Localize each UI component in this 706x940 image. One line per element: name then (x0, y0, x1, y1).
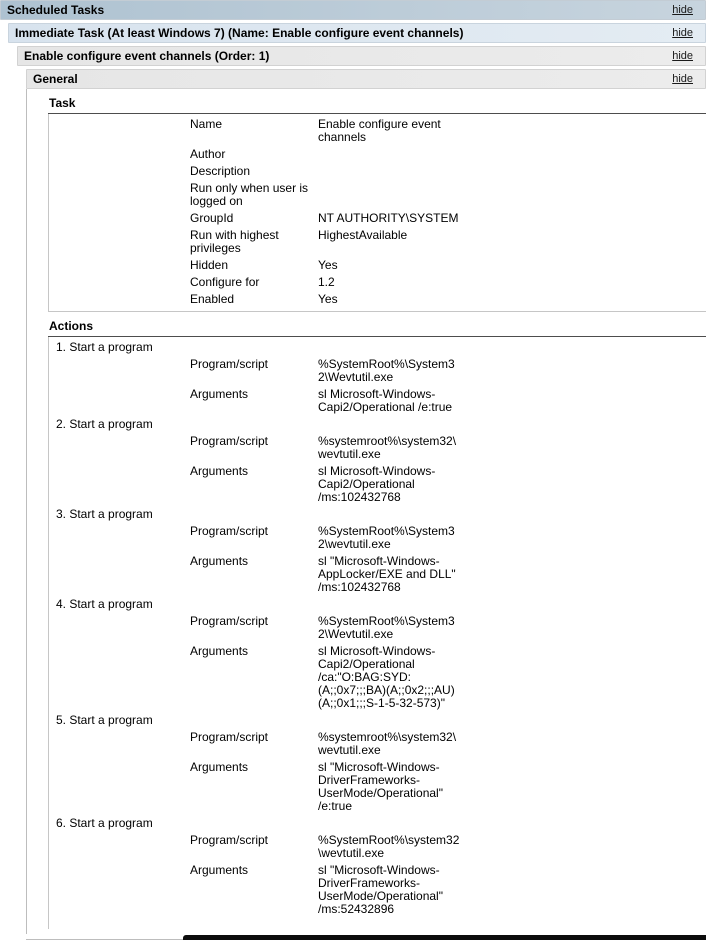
task-order-section (17, 46, 706, 934)
table-row (49, 862, 706, 918)
property-value: sl Microsoft-Windows-Capi2/Operational /ms:102432768 (318, 464, 436, 504)
table-row (49, 180, 706, 210)
table-row (49, 163, 706, 180)
section-header-label: Enable configure event channels (Order: 1) (24, 49, 270, 63)
action-item-4 (49, 596, 706, 712)
property-value: %SystemRoot%\System32\wevtutil.exe (318, 524, 455, 551)
general-content (26, 89, 706, 934)
property-label: Hidden (190, 258, 229, 272)
section-header-label: Scheduled Tasks (7, 3, 105, 17)
property-label: Author (190, 147, 226, 161)
property-label: Program/script (190, 357, 269, 371)
hide-link-immediate-task[interactable]: hide (672, 27, 693, 39)
actions-subsection-title: Actions (48, 318, 706, 337)
redaction-mark-bottom (183, 935, 706, 940)
property-value (318, 148, 460, 161)
task-properties-table (48, 114, 706, 312)
property-label: Run with highest privileges (190, 228, 279, 255)
table-row (49, 227, 706, 257)
table-row (49, 210, 706, 227)
property-value: HighestAvailable (318, 228, 408, 242)
property-label: Arguments (190, 387, 249, 401)
table-row (49, 291, 706, 308)
property-value: %SystemRoot%\System32\Wevtutil.exe (318, 614, 455, 641)
property-value: %SystemRoot%\System32\Wevtutil.exe (318, 357, 455, 384)
section-header-immediate-task (8, 23, 706, 43)
section-header-scheduled-tasks (0, 0, 706, 20)
action-title: 6. Start a program (56, 816, 153, 830)
table-row (49, 832, 706, 862)
property-value: sl Microsoft-Windows-Capi2/Operational /ca:"O:BAG:SYD:(A;;0x7;;;BA)(A;;0x2;;;AU)(A;;0x1;;;S-1-5-32-573)" (318, 644, 455, 710)
table-row (49, 613, 706, 643)
property-label: Configure for (190, 275, 260, 289)
property-value (318, 165, 460, 178)
section-header-label: Immediate Task (At least Windows 7) (Name: Enable configure event channels) (15, 26, 464, 40)
property-label: Arguments (190, 554, 249, 568)
action-title: 3. Start a program (56, 507, 153, 521)
property-label: Arguments (190, 863, 249, 877)
table-row (49, 386, 706, 416)
action-item-2 (49, 416, 706, 506)
section-header-label: General (33, 72, 78, 86)
action-title: 5. Start a program (56, 713, 153, 727)
property-label: Description (190, 164, 251, 178)
property-label: Enabled (190, 292, 235, 306)
action-item-5 (49, 712, 706, 815)
property-value: Yes (318, 292, 338, 306)
task-subsection-title: Task (48, 95, 706, 114)
property-value: %systemroot%\system32\wevtutil.exe (318, 434, 457, 461)
table-row (49, 257, 706, 274)
property-value: Enable configure event channels (318, 117, 441, 144)
property-label: GroupId (190, 211, 234, 225)
action-title: 1. Start a program (56, 340, 153, 354)
table-row (49, 433, 706, 463)
table-row (49, 643, 706, 712)
action-item-3 (49, 506, 706, 596)
immediate-task-section (8, 23, 706, 934)
table-row (49, 553, 706, 596)
property-value: NT AUTHORITY\SYSTEM (318, 211, 459, 225)
section-header-task-order (17, 46, 706, 66)
table-row (49, 356, 706, 386)
property-value: sl "Microsoft-Windows-AppLocker/EXE and DLL" /ms:102432768 (318, 554, 456, 594)
general-section (26, 69, 706, 934)
property-label: Program/script (190, 833, 269, 847)
hide-link-scheduled-tasks[interactable]: hide (672, 4, 693, 16)
table-row (49, 116, 706, 146)
hide-link-general[interactable]: hide (672, 73, 693, 85)
action-title: 2. Start a program (56, 417, 153, 431)
table-row (49, 729, 706, 759)
property-label: Arguments (190, 464, 249, 478)
hide-link-task-order[interactable]: hide (672, 50, 693, 62)
property-value: sl "Microsoft-Windows-DriverFrameworks-UserMode/Operational" /e:true (318, 760, 443, 813)
action-item-6 (49, 815, 706, 918)
table-row (49, 759, 706, 815)
property-value: sl Microsoft-Windows-Capi2/Operational /e:true (318, 387, 453, 414)
property-label: Program/script (190, 524, 269, 538)
table-row (49, 523, 706, 553)
property-value (318, 182, 460, 208)
action-title: 4. Start a program (56, 597, 153, 611)
property-label: Arguments (190, 644, 249, 658)
table-row (49, 146, 706, 163)
property-label: Arguments (190, 760, 249, 774)
property-label: Run only when user is logged on (190, 181, 309, 208)
property-label: Program/script (190, 614, 269, 628)
property-value: Yes (318, 258, 338, 272)
property-value: %SystemRoot%\system32\wevtutil.exe (318, 833, 460, 860)
property-label: Name (190, 117, 223, 131)
property-value: sl "Microsoft-Windows-DriverFrameworks-UserMode/Operational" /ms:52432896 (318, 863, 443, 916)
property-label: Program/script (190, 730, 269, 744)
property-value: 1.2 (318, 275, 335, 289)
actions-table (48, 337, 706, 929)
property-value: %systemroot%\system32\wevtutil.exe (318, 730, 457, 757)
section-header-general (26, 69, 706, 89)
table-row (49, 463, 706, 506)
property-label: Program/script (190, 434, 269, 448)
table-row (49, 274, 706, 291)
action-item-1 (49, 339, 706, 416)
